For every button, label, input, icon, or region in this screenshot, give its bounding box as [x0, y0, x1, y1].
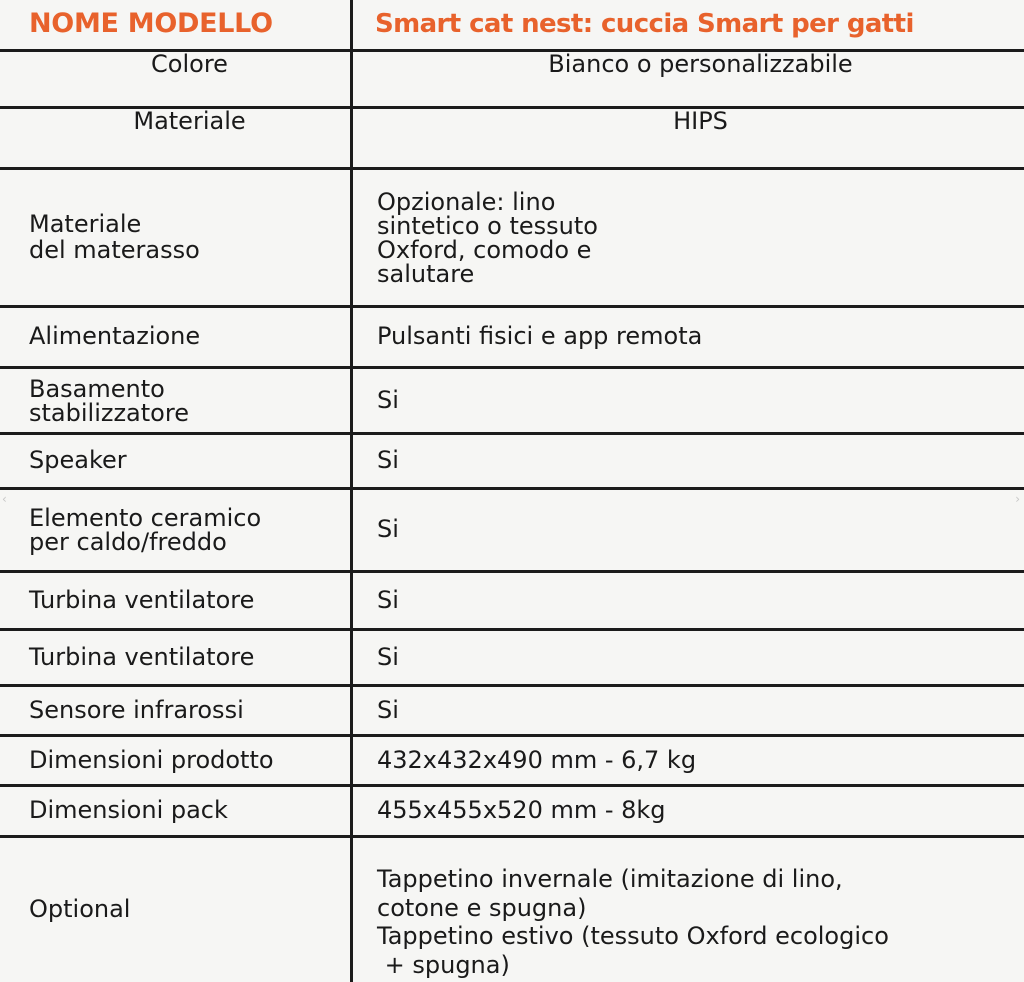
- row-label: Speaker: [29, 446, 127, 475]
- table-row-dimensioni-prodotto: [0, 737, 1024, 787]
- row-label: Dimensioni prodotto: [29, 745, 274, 774]
- table-row-sensore: [0, 687, 1024, 737]
- table-row-materasso: [0, 170, 1024, 308]
- row-label: Dimensioni pack: [29, 796, 228, 825]
- row-label: Turbina ventilatore: [29, 642, 255, 671]
- table-row-turbina-1: [0, 573, 1024, 631]
- row-value: Si: [377, 642, 399, 671]
- row-value: Pulsanti fisici e app remota: [377, 322, 703, 351]
- row-label: Elemento ceramico per caldo/freddo: [29, 504, 262, 556]
- table-row-optional: [0, 838, 1024, 982]
- table-row-ceramico: [0, 490, 1024, 573]
- table-header-row: [0, 0, 1024, 52]
- column-divider: [350, 0, 353, 982]
- table-row-speaker: [0, 435, 1024, 490]
- row-value: 432x432x490 mm - 6,7 kg: [377, 745, 697, 774]
- header-model-label: NOME MODELLO: [29, 8, 273, 40]
- row-value: 455x455x520 mm - 8kg: [377, 796, 666, 825]
- row-value: HIPS: [673, 107, 728, 135]
- row-label: Sensore infrarossi: [29, 695, 244, 724]
- row-value: Si: [377, 585, 399, 614]
- table-row-alimentazione: [0, 308, 1024, 369]
- row-value: Si: [377, 515, 399, 544]
- row-value: Bianco o personalizzabile: [548, 50, 853, 78]
- row-label: Turbina ventilatore: [29, 585, 255, 614]
- table-row-colore: [0, 52, 1024, 109]
- row-label: Colore: [151, 50, 228, 78]
- chevron-left-icon[interactable]: ‹: [2, 492, 7, 506]
- row-value: Tappetino invernale (imitazione di lino, cotone e spugna) Tappetino estivo (tessuto Oxford ecologico + spugna): [377, 864, 889, 980]
- chevron-right-icon[interactable]: ›: [1015, 492, 1020, 506]
- table-row-basamento: [0, 369, 1024, 435]
- header-model-name: Smart cat nest: cuccia Smart per gatti: [375, 8, 914, 39]
- table-row-dimensioni-pack: [0, 787, 1024, 838]
- table-row-turbina-2: [0, 631, 1024, 687]
- row-value: Si: [377, 385, 399, 414]
- row-value: Opzionale: lino sintetico o tessuto Oxford, comodo e salutare: [377, 187, 598, 288]
- row-value: Si: [377, 695, 399, 724]
- row-label: Basamento stabilizzatore: [29, 374, 189, 427]
- row-label: Alimentazione: [29, 322, 201, 351]
- row-label: Materiale: [133, 107, 246, 135]
- row-label: Materiale del materasso: [29, 210, 200, 264]
- row-label: Optional: [29, 895, 131, 924]
- table-row-materiale: [0, 109, 1024, 170]
- row-value: Si: [377, 446, 399, 475]
